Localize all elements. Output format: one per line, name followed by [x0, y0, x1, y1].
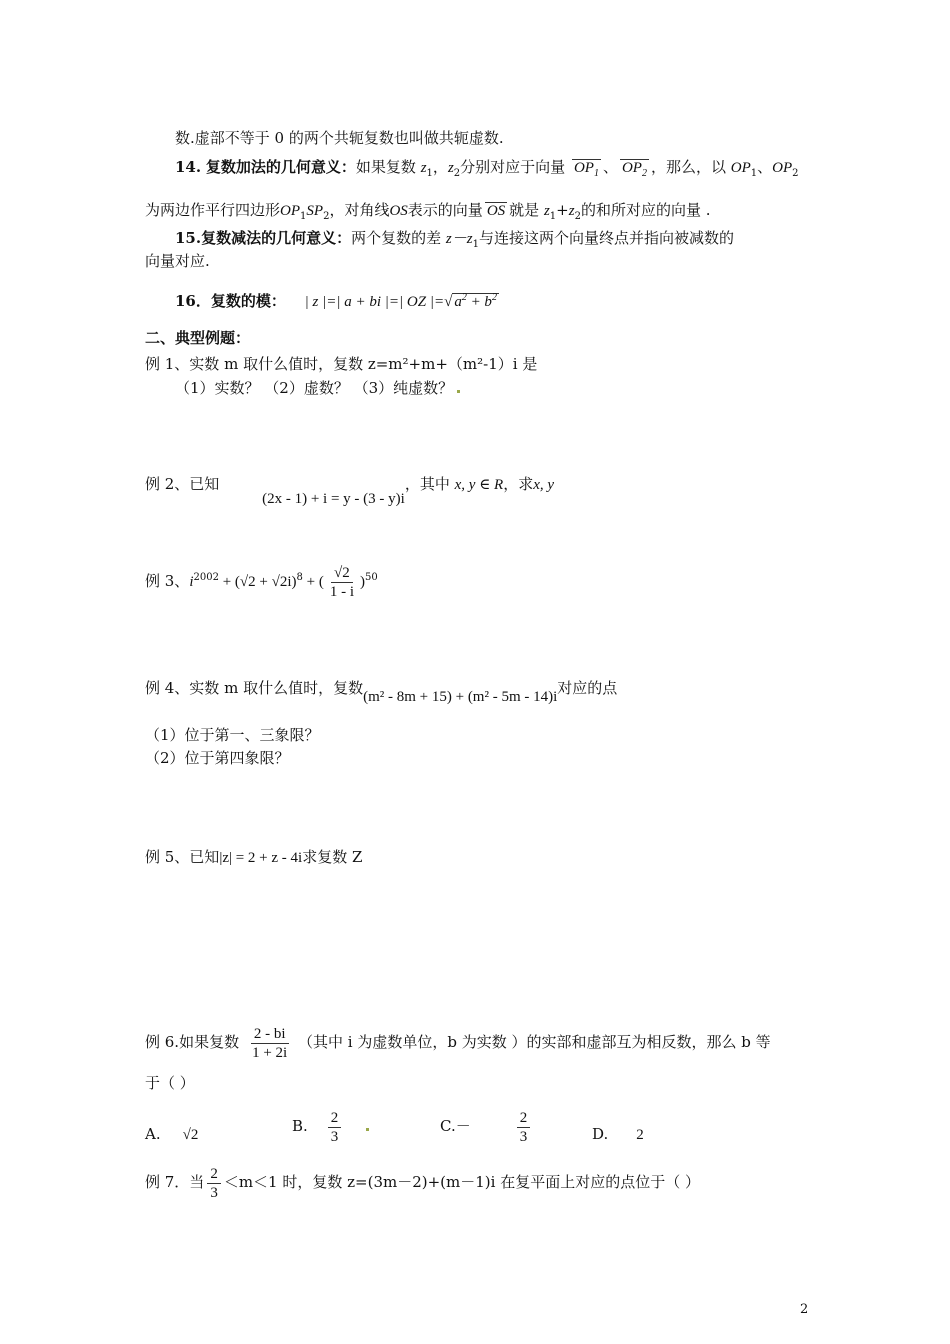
example-2: 例 2、已知 (2x - 1) + i = y - (3 - y)i，其中 x, y ∈ R，求x, y — [145, 475, 555, 507]
example-6-line2: 于（ ） — [145, 1074, 195, 1092]
example-5-expression: |z| = 2 + z - 4i — [219, 850, 303, 866]
example-1-question: 例 1、实数 m 取什么值时，复数 z=m²+m+（m²-1）i 是 — [145, 355, 538, 373]
section-title-examples: 二、典型例题： — [145, 329, 251, 347]
s15-line2: 向量对应. — [145, 252, 210, 270]
s14-title: 复数加法的几何意义： — [205, 158, 356, 176]
s14-number: 14. — [175, 158, 202, 176]
example-3: 例 3、$i^{2002} + (√2 + √2i)^8$ + ( $\frac{√2}{1 - i}$ )$^{50}$ — [145, 564, 378, 600]
s14-line2: 为两边作平行四边形$OP_1SP_2$，对角线OS表示的向量 OS 就是 $z_1+z_2$的和所对应的向量 . — [145, 201, 711, 222]
s16-title: 16．复数的模： — [175, 292, 286, 310]
option-b: B. $\frac{2}{3}$ — [292, 1108, 369, 1146]
vector-op2: $OP_2$ — [620, 159, 649, 182]
example-4-expression: (m² - 8m + 15) + (m² - 5m - 14)i — [363, 689, 558, 705]
vector-os: OS — [486, 203, 506, 219]
example-4-option-1: （1）位于第一、三象限？ — [145, 726, 320, 744]
s15-title: 15.复数减法的几何意义： — [175, 229, 352, 247]
s16-line: 16．复数的模： | z |=| a + bi |=| OZ |=√ $a^2 + b^2$ — [175, 292, 497, 310]
example-1-options: （1）实数？ （2）虚数？ （3）纯虚数？ — [175, 378, 460, 398]
vector-op1: $OP_1$ — [572, 159, 601, 182]
example-2-equation: (2x - 1) + i = y - (3 - y)i — [262, 491, 405, 507]
option-d: D. 2 — [592, 1125, 644, 1143]
example-6-line1: 例 6.如果复数 $\frac{2 - bi}{1 + 2i}$ （其中 i 为虚数单位，b 为实数 ）的实部和虚部互为相反数，那么 b 等 — [145, 1025, 771, 1061]
modulus-formula: | z |=| a + bi |=| OZ |= — [304, 294, 445, 310]
example-5: 例 5、已知|z| = 2 + z - 4i求复数 Z — [145, 848, 363, 866]
s13-continuation: 数.虚部不等于 0 的两个共轭复数也叫做共轭虚数. — [175, 129, 504, 147]
option-a: A. √2 — [145, 1125, 199, 1143]
example-7: 例 7．当 $\frac{2}{3}$ ＜m＜1 时，复数 z=(3m－2)+(m－1)i 在复平面上对应的点位于（ ） — [145, 1165, 700, 1201]
example-4-option-2: （2）位于第四象限？ — [145, 749, 290, 767]
example-4-question: 例 4、实数 m 取什么值时，复数(m² - 8m + 15) + (m² - 5m - 14)i对应的点 — [145, 679, 618, 705]
page-number: 2 — [800, 1302, 809, 1317]
s14-line1: 14. 复数加法的几何意义：如果复数 $z_1$，$z_2$分别对应于向量 $OP_1$ 、 $OP_2$ ，那么，以 $OP_1$、$OP_2$ — [175, 157, 799, 184]
s15-line1: 15.复数减法的几何意义：两个复数的差 $z-z_1$与连接这两个向量终点并指向被减数的 — [175, 229, 734, 250]
option-c: C.－ $\frac{2}{3}$ — [440, 1108, 533, 1146]
